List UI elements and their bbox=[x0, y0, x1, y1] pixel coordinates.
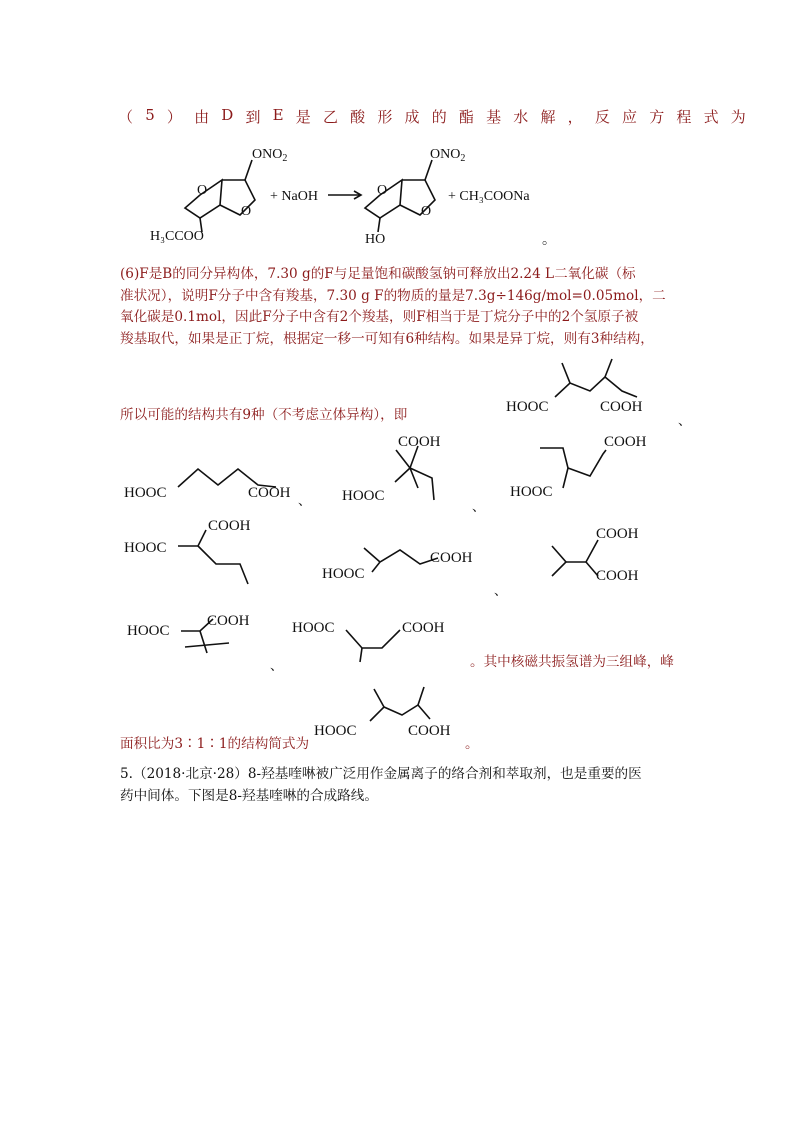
structure-8 bbox=[125, 605, 275, 665]
product-ring-o2: O bbox=[421, 204, 432, 219]
structure-9 bbox=[290, 612, 470, 672]
svg-text:COOH: COOH bbox=[604, 434, 647, 450]
reactant-ono2: $ONO_2$ bbox=[252, 147, 288, 164]
svg-text:COOH: COOH bbox=[430, 550, 473, 566]
part6-last-mark: 。 bbox=[465, 736, 479, 752]
svg-text:HOOC: HOOC bbox=[314, 723, 357, 739]
reaction-scheme bbox=[140, 140, 600, 250]
part5-line: （ 5 ） 由 D 到 E 是 乙 酸 形 成 的 酯 基 水 解 ， 反 应 方 程 式 为 bbox=[118, 106, 746, 126]
svg-text:COOH: COOH bbox=[402, 620, 445, 636]
separator: 、 bbox=[270, 659, 284, 674]
svg-text:HOOC: HOOC bbox=[510, 484, 553, 500]
part6-last-line: 面积比为3∶1∶1的结构简式为 bbox=[120, 736, 310, 752]
question-5: 5.（2018·北京·28）8-羟基喹啉被广泛用作金属离子的络合剂和萃取剂，也是重要的医 药中间体。下图是8-羟基喹啉的合成路线。 bbox=[120, 766, 642, 804]
product-ring-o1: O bbox=[377, 183, 388, 198]
svg-text:HOOC: HOOC bbox=[322, 566, 365, 582]
part6-paragraph: (6)F是B的同分异构体，7.30 g的F与足量饱和碳酸氢钠可释放出2.24 L二氧化碳（标 准状况），说明F分子中含有羧基，7.30 g F的物质的量是7.3g÷146g/mol=0.05mol，二 氧化碳是0.1mol，因此F分子中含有2个羧基，则F相当于是丁烷分子中的2个氢原子被 羧基取代，如果是正丁烷，根据定一移一可知有6种结构。如果是异丁烷，则有3种结构， bbox=[120, 266, 666, 347]
product-ono2: $ONO_2$ bbox=[430, 147, 466, 164]
part6-line5: 所以可能的结构共有9种（不考虑立体异构），即 bbox=[120, 407, 408, 423]
separator: 、 bbox=[494, 584, 508, 599]
svg-text:COOH: COOH bbox=[408, 723, 451, 739]
structure-1 bbox=[500, 355, 680, 420]
plus-ch3coona: + CH₃COONa bbox=[448, 189, 530, 204]
svg-text:HOOC: HOOC bbox=[124, 540, 167, 556]
reactant-acetate: H₃CCOO bbox=[150, 229, 204, 244]
svg-text:HOOC: HOOC bbox=[292, 620, 335, 636]
svg-text:HOOC: HOOC bbox=[506, 399, 549, 415]
part6-end-text: 。其中核磁共振氢谱为三组峰，峰 bbox=[470, 654, 674, 670]
reaction-end-mark: 。 bbox=[542, 233, 556, 248]
svg-text:HOOC: HOOC bbox=[127, 623, 170, 639]
structure-2 bbox=[120, 455, 310, 505]
structure-5 bbox=[120, 512, 280, 592]
svg-text:COOH: COOH bbox=[398, 434, 441, 450]
svg-text:HOOC: HOOC bbox=[342, 488, 385, 504]
separator: 、 bbox=[298, 494, 312, 509]
svg-text:COOH: COOH bbox=[248, 485, 291, 501]
separator: 、 bbox=[472, 500, 486, 515]
product-structure bbox=[365, 160, 435, 232]
svg-text:COOH: COOH bbox=[207, 613, 250, 629]
plus-naoh: + NaOH bbox=[270, 189, 318, 204]
reactant-ring-o1: O bbox=[197, 183, 208, 198]
separator: 、 bbox=[678, 414, 692, 429]
reactant-ring-o2: O bbox=[241, 204, 252, 219]
svg-text:COOH: COOH bbox=[596, 526, 639, 542]
svg-text:COOH: COOH bbox=[596, 568, 639, 584]
structure-6 bbox=[320, 528, 500, 588]
structure-7 bbox=[550, 518, 670, 588]
product-ho: HO bbox=[365, 232, 386, 247]
svg-text:COOH: COOH bbox=[600, 399, 643, 415]
svg-text:COOH: COOH bbox=[208, 518, 251, 534]
answer-structure bbox=[312, 685, 482, 745]
reactant-structure bbox=[185, 160, 255, 232]
svg-text:HOOC: HOOC bbox=[124, 485, 167, 501]
structure-3 bbox=[340, 428, 470, 513]
structure-4 bbox=[508, 428, 668, 508]
